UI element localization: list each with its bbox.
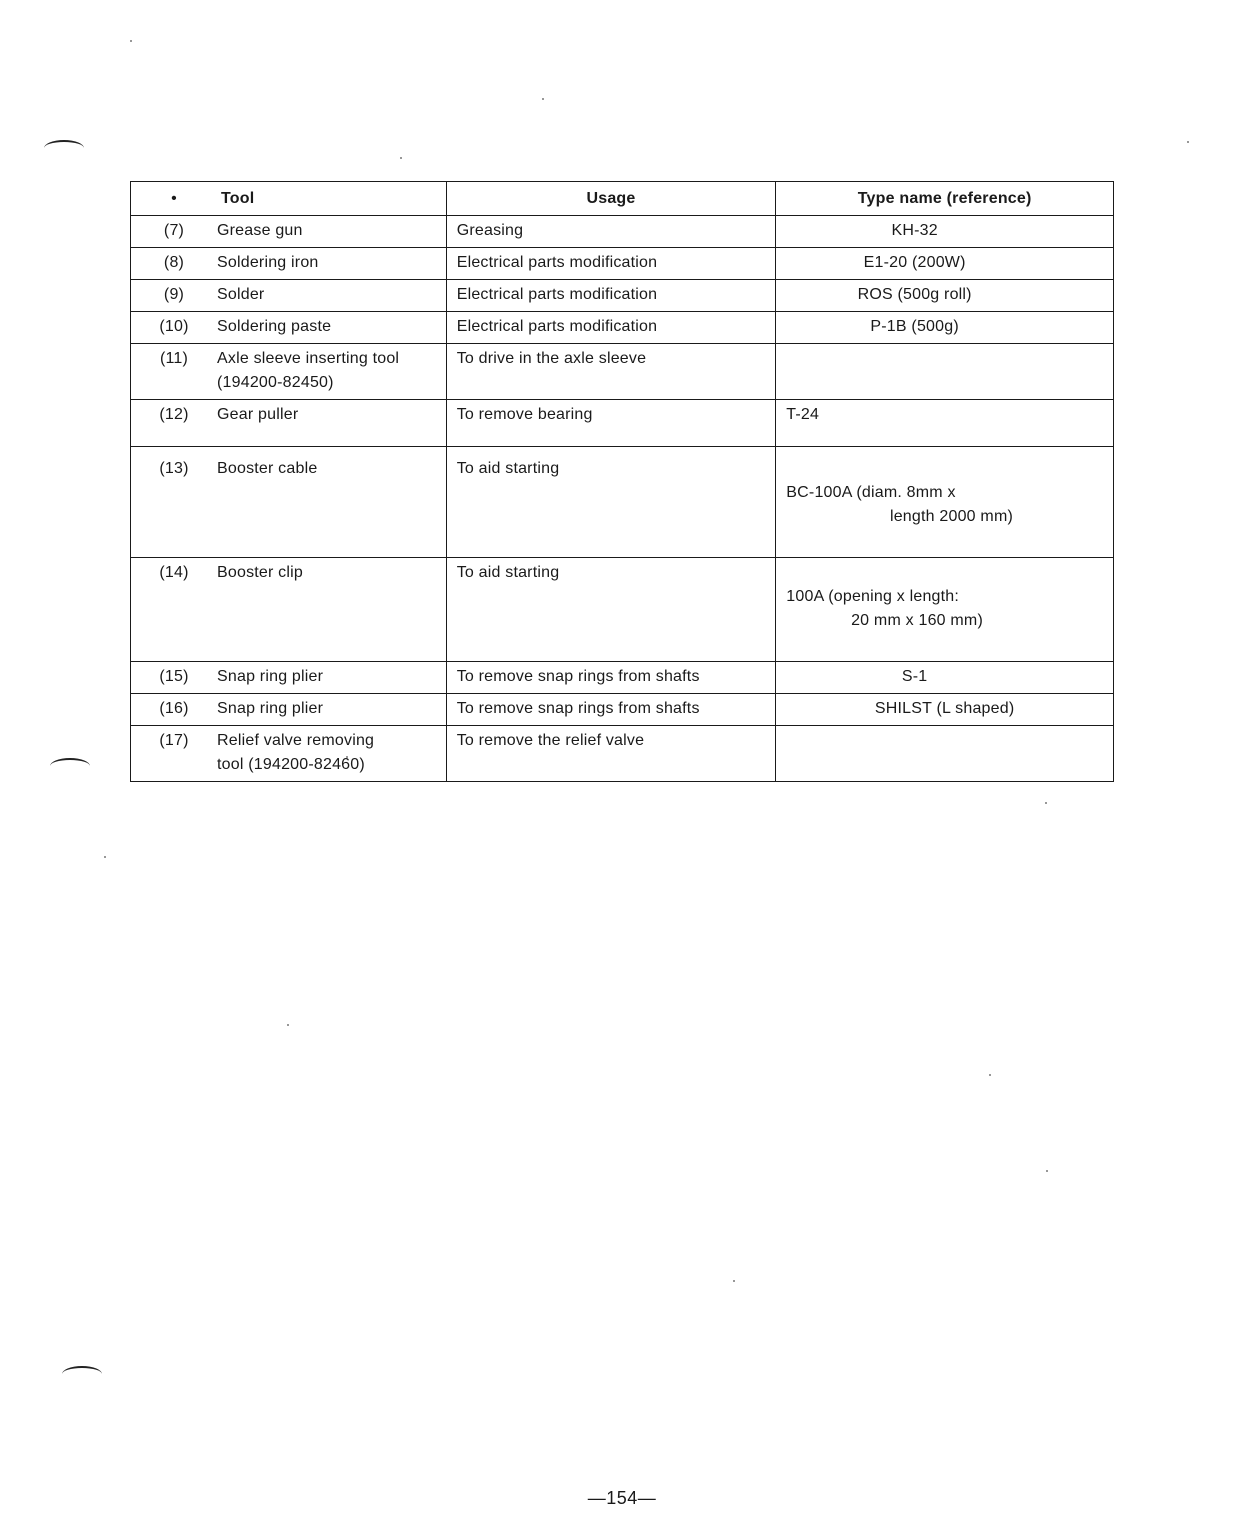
type-cell — [776, 216, 1114, 248]
type-text: E1-20 (200W) — [863, 254, 966, 271]
tool-name: Soldering iron — [217, 254, 319, 271]
type-cell — [776, 312, 1114, 344]
type-cell — [776, 248, 1114, 280]
table-row — [131, 726, 1114, 782]
tool-name: Grease gun — [217, 222, 303, 239]
tool-cell — [131, 662, 447, 694]
scan-speck — [733, 1280, 735, 1282]
type-cell — [776, 694, 1114, 726]
tool-name: Booster cable — [217, 460, 318, 477]
usage-cell — [446, 248, 776, 280]
row-number: (17) — [159, 732, 189, 749]
tool-name: Solder — [217, 286, 265, 303]
tool-name: Snap ring plier — [217, 700, 324, 717]
tool-name: Gear puller — [217, 406, 299, 423]
type-text: T-24 — [786, 406, 820, 423]
header-tool — [131, 182, 447, 216]
row-number: (11) — [159, 350, 189, 367]
binder-hole-mark — [62, 1366, 102, 1382]
row-number: (12) — [159, 406, 189, 423]
usage-cell — [446, 662, 776, 694]
usage-cell — [446, 280, 776, 312]
usage-cell — [446, 400, 776, 447]
tool-cell — [131, 558, 447, 662]
header-usage-label: Usage — [586, 189, 636, 207]
usage-text: To remove bearing — [456, 406, 593, 423]
tool-cell — [131, 216, 447, 248]
header-tool-label: Tool — [221, 189, 255, 207]
table-row — [131, 558, 1114, 662]
tool-cell — [131, 400, 447, 447]
tool-name: Soldering paste — [217, 318, 332, 335]
table-row — [131, 447, 1114, 558]
usage-text: Electrical parts modification — [456, 318, 658, 335]
scan-speck — [1187, 141, 1189, 143]
table-row — [131, 312, 1114, 344]
row-number: (13) — [159, 460, 189, 477]
table-row — [131, 216, 1114, 248]
usage-text: To aid starting — [456, 564, 560, 581]
table-header-row — [131, 182, 1114, 216]
header-type — [776, 182, 1114, 216]
binder-hole-mark — [50, 758, 90, 774]
usage-text: Greasing — [456, 222, 524, 239]
usage-text: To remove snap rings from shafts — [456, 700, 700, 717]
usage-text: Electrical parts modification — [456, 254, 658, 271]
page-number: —154— — [587, 1488, 657, 1508]
usage-cell — [446, 694, 776, 726]
type-text — [776, 726, 1113, 733]
usage-cell — [446, 312, 776, 344]
type-cell — [776, 662, 1114, 694]
type-cell — [776, 280, 1114, 312]
type-text — [776, 344, 1113, 351]
type-text: S-1 — [901, 668, 928, 685]
table-row — [131, 694, 1114, 726]
type-cell — [776, 344, 1114, 400]
usage-text: Electrical parts modification — [456, 286, 658, 303]
type-text: KH-32 — [891, 222, 938, 239]
scan-speck — [989, 1074, 991, 1076]
type-text: P-1B (500g) — [870, 318, 959, 335]
usage-text: To drive in the axle sleeve — [456, 350, 647, 367]
type-cell — [776, 726, 1114, 782]
type-cell — [776, 447, 1114, 558]
usage-cell — [446, 216, 776, 248]
row-number: (9) — [163, 286, 185, 303]
usage-text: To remove snap rings from shafts — [456, 668, 700, 685]
tool-cell — [131, 447, 447, 558]
usage-text: To remove the relief valve — [456, 732, 645, 749]
tools-table — [130, 181, 1114, 782]
table-row — [131, 248, 1114, 280]
table-row — [131, 400, 1114, 447]
tool-name: Axle sleeve inserting tool (194200-82450) — [217, 350, 400, 391]
type-cell — [776, 558, 1114, 662]
scan-speck — [542, 98, 544, 100]
tool-name: Booster clip — [217, 564, 303, 581]
type-text: ROS (500g roll) — [857, 286, 972, 303]
type-text-line2: length 2000 mm) — [889, 508, 1013, 525]
row-number: (16) — [159, 700, 189, 717]
binder-hole-mark — [44, 140, 84, 156]
row-number: (7) — [163, 222, 185, 239]
usage-cell — [446, 344, 776, 400]
tool-name: Relief valve removing tool (194200-82460) — [217, 732, 375, 773]
type-text-line2: 20 mm x 160 mm) — [851, 612, 983, 629]
tool-cell — [131, 312, 447, 344]
table-row — [131, 344, 1114, 400]
scan-speck — [1045, 802, 1047, 804]
tool-cell — [131, 248, 447, 280]
row-number: (14) — [159, 564, 189, 581]
row-number: (10) — [159, 318, 189, 335]
usage-cell — [446, 726, 776, 782]
scan-speck — [130, 40, 132, 42]
scan-speck — [1046, 1170, 1048, 1172]
header-type-label: Type name (reference) — [857, 189, 1032, 207]
tool-name: Snap ring plier — [217, 668, 324, 685]
tool-cell — [131, 280, 447, 312]
header-usage — [446, 182, 776, 216]
tool-cell — [131, 344, 447, 400]
usage-cell — [446, 447, 776, 558]
row-number: (15) — [159, 668, 189, 685]
row-number: (8) — [163, 254, 185, 271]
table-row — [131, 662, 1114, 694]
usage-cell — [446, 558, 776, 662]
scan-speck — [287, 1024, 289, 1026]
type-text-line1: BC-100A (diam. 8mm x — [786, 484, 956, 501]
scan-speck — [400, 157, 402, 159]
tool-cell — [131, 726, 447, 782]
scan-speck — [104, 856, 106, 858]
type-text-line1: 100A (opening x length: — [786, 588, 960, 605]
tool-cell — [131, 694, 447, 726]
type-text: SHILST (L shaped) — [874, 700, 1015, 717]
header-bullet: • — [171, 189, 177, 207]
usage-text: To aid starting — [456, 460, 560, 477]
type-cell — [776, 400, 1114, 447]
table-row — [131, 280, 1114, 312]
